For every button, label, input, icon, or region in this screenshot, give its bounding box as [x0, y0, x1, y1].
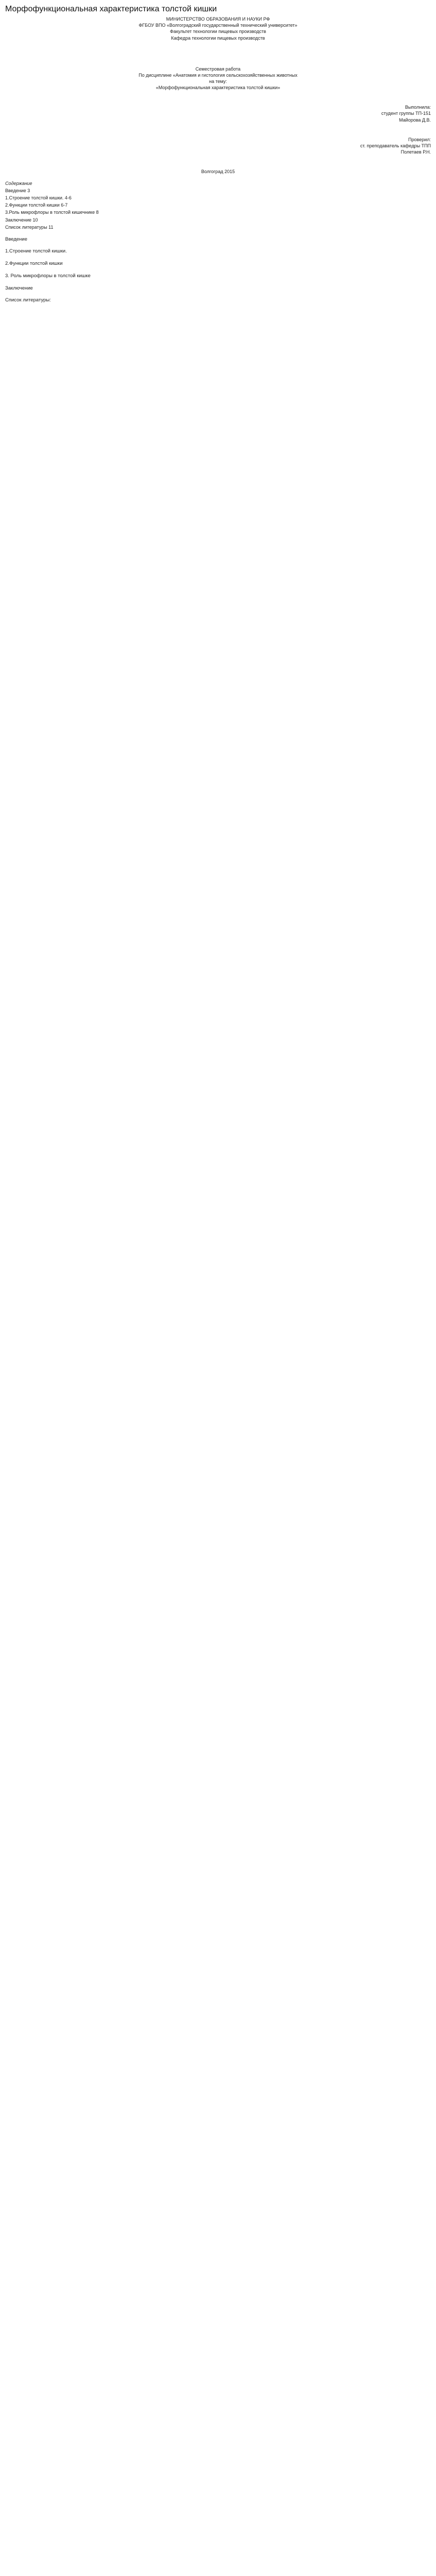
- university: ФГБОУ ВПО «Волгоградский государственный технический университет»: [138, 23, 298, 28]
- references-heading: Список литературы:: [5, 297, 51, 303]
- toc-item: 3.Роль микрофлоры в толстой кишечнике 8: [5, 210, 99, 215]
- title-page-header: [5, 16, 431, 41]
- toc-item: 1.Строение толстой кишки. 4-6: [5, 195, 72, 201]
- toc-item: Введение 3: [5, 188, 30, 194]
- work-info: [5, 66, 431, 91]
- checker-label: Проверил:: [408, 137, 431, 142]
- toc-item: Список литературы 11: [5, 224, 54, 230]
- page-title: Морфофункциональная характеристика толстой кишки: [5, 5, 217, 13]
- work-discipline: По дисциплине «Анатомия и гистология сельскохозяйственных животных: [138, 72, 298, 78]
- faculty: Факультет технологии пищевых производств: [170, 29, 266, 35]
- section-heading: 1.Строение толстой кишки.: [5, 248, 67, 255]
- checker-block: [5, 137, 431, 155]
- author-block: [5, 104, 431, 123]
- ministry: МИНИСТЕРСТВО ОБРАЗОВАНИЯ И НАУКИ РФ: [166, 16, 270, 22]
- author-group: студент группы ТП-151: [381, 111, 431, 116]
- department: Кафедра технологии пищевых производств: [171, 35, 265, 41]
- checker-name: Полетаев Р.Н.: [400, 149, 431, 155]
- toc-item: 2.Функции толстой кишки 6-7: [5, 202, 68, 208]
- section-heading: Введение: [5, 236, 28, 242]
- work-topic: «Морфофункциональная характеристика толстой кишки»: [155, 85, 281, 91]
- table-of-contents: [5, 180, 431, 230]
- toc-heading: Содержание: [5, 181, 32, 187]
- section-heading: 3. Роль микрофлоры в толстой кишке: [5, 273, 91, 279]
- author-name: Майорова Д.В.: [399, 117, 431, 123]
- city-year: Волгоград 2015: [201, 169, 235, 175]
- work-type: Семестровая работа: [195, 66, 241, 72]
- author-label: Выполнила:: [405, 105, 431, 110]
- work-on-topic: на тему:: [209, 79, 227, 84]
- checker-position: ст. преподаватель кафедры ТПП: [360, 143, 431, 148]
- toc-item: Заключение 10: [5, 217, 38, 223]
- section-heading: Заключение: [5, 285, 33, 291]
- section-heading: 2.Функции толстой кишки: [5, 261, 63, 267]
